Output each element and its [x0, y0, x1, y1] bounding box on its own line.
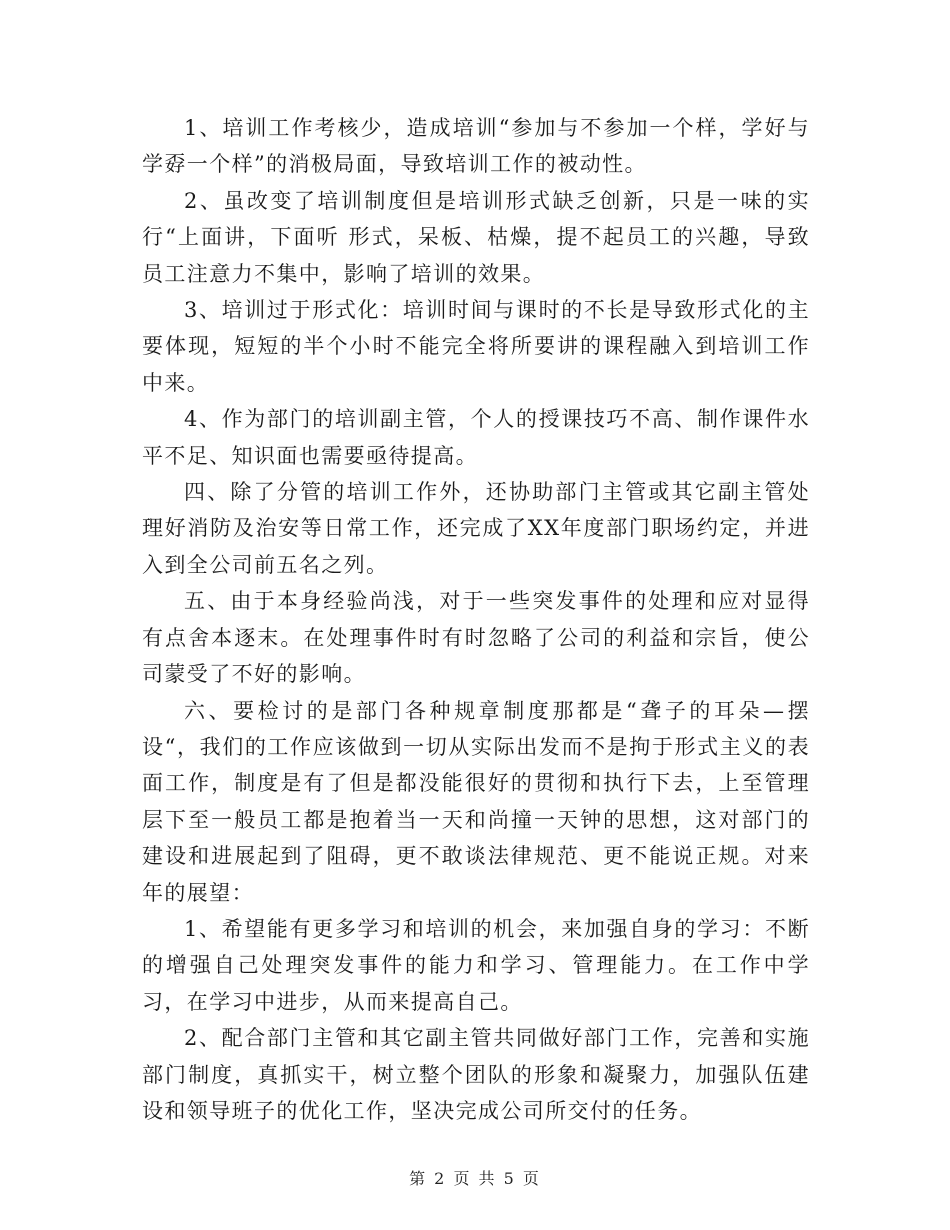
paragraph-training-formalism: 3、培训过于形式化：培训时间与课时的不长是导致形式化的主要体现，短短的半个小时不能完全将所要讲的课程融入到培训工作中来。: [142, 298, 810, 395]
page-number-footer: 第 2 页 共 5 页: [409, 1169, 541, 1188]
paragraph-outlook-two: 2、配合部门主管和其它副主管共同做好部门工作，完善和实施部门制度，真抓实干，树立整个团队的形象和凝聚力，加强队伍建设和领导班子的优化工作，坚决完成公司所交付的任务。: [142, 1026, 810, 1123]
paragraph-section-five: 五、由于本身经验尚浅，对于一些突发事件的处理和应对显得有点舍本逐末。在处理事件时有时忽略了公司的利益和宗旨，使公司蒙受了不好的影响。: [142, 589, 810, 687]
paragraph-training-assessment: 1、培训工作考核少，造成培训“参加与不参加一个样，学好与学孬一个样”的消极局面，导致培训工作的被动性。: [142, 116, 810, 177]
paragraph-section-four: 四、除了分管的培训工作外，还协助部门主管或其它副主管处理好消防及治安等日常工作，还完成了XX年度部门职场约定，并进入到全公司前五名之列。: [142, 480, 810, 577]
paragraph-outlook-one: 1、希望能有更多学习和培训的机会，来加强自身的学习：不断的增强自己处理突发事件的能力和学习、管理能力。在工作中学习，在学习中进步，从而来提高自己。: [142, 916, 810, 1014]
paragraph-training-format: 2、虽改变了培训制度但是培训形式缺乏创新，只是一味的实行“上面讲，下面听 形式，呆板、枯燥，提不起员工的兴趣，导致员工注意力不集中，影响了培训的效果。: [142, 188, 810, 286]
paragraph-personal-skills: 4、作为部门的培训副主管，个人的授课技巧不高、制作课件水平不足、知识面也需要亟待提高。: [142, 407, 810, 468]
document-body: [142, 110, 810, 1129]
paragraph-section-six: 六、要检讨的是部门各种规章制度那都是“聋子的耳朵—摆设“，我们的工作应该做到一切从实际出发而不是拘于形式主义的表面工作，制度是有了但是都没能很好的贯彻和执行下去，上至管理层下至一般员工都是抱着当一天和尚撞一天钟的思想，这对部门的建设和进展起到了阻碍，更不敢谈法律规范、更不能说正规。对来年的展望：: [142, 698, 810, 905]
